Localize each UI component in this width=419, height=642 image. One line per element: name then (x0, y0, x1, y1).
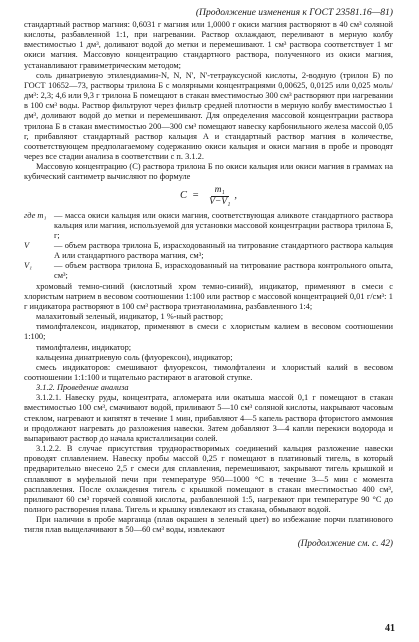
definition-text: — объем раствора трилона Б, израсходованный на титрование стандартного раствора кальция А или стандартного раствора магния, см³; (54, 240, 393, 261)
paragraph: тимолфталеин, индикатор; (36, 342, 132, 352)
definition-text: — объем раствора трилона Б, израсходованный на титрование раствора контрольного опыта, см³; (54, 261, 393, 281)
definition-symbol: V₁ (24, 261, 33, 271)
definition-row (24, 241, 393, 261)
paragraph: тимолфталексон, индикатор, применяют в смеси с хлористым калием в весовом соотношении 1:100; (24, 322, 393, 342)
definition-row (24, 261, 393, 281)
body-text (24, 20, 393, 549)
formula-lhs: C (179, 190, 187, 202)
formula-definitions (24, 211, 393, 282)
paragraph: малахитовый зеленый, индикатор, 1 %-ный раствор; (36, 312, 224, 322)
definition-text: — масса окиси кальция или окиси магния, соответствующая аликвоте стандартного раствора кальция или магния, используемой для установки массовой концентрации раствора трилона Б, г; (54, 210, 393, 240)
page-number: 41 (385, 623, 395, 634)
formula (24, 183, 393, 211)
definition-row (24, 211, 393, 241)
paragraph: смесь индикаторов: смешивают флуорексон, тимолфталеин и хлористый калий в весовом соотношении 1:1:100 и тщательно растирают в агатовой ступке. (24, 362, 393, 382)
paragraph: 3.1.2. Проведение анализа (36, 383, 129, 393)
paragraph: стандартный раствор магния: 0,6031 г магния или 1,0000 г окиси магния растворяют в 40 см³ соляной кислоты, разбавленной 1:1, при нагревании. Раствор охлаждают, переливают в мерную колбу вместимостью 1 дм³, доливают водой до метки и перемешивают. 1 см³ раствора соответствует 1 мг окиси магния. Массовую концентрацию стандартного раствора, полученного из окиси магния, устанавливают гравиметрическим методом; (24, 20, 393, 70)
paragraph: 3.1.2.1. Навеску руды, концентрата, агломерата или окатыша массой 0,1 г помещают в стакан вместимостью 100 см³, смачивают водой, приливают 5—10 см³ соляной кислоты, накрывают часовым стеклом, нагревают и кипятят в течение 1 мин, прибавляют 4—5 капель раствора фтористого аммония и продолжают нагревать до разложения навески. Затем добавляют 3—4 капли перекиси водорода и выпаривают раствор до начала кристаллизации солей. (24, 393, 393, 443)
bottom-paragraphs (24, 282, 393, 536)
paragraph: При наличии в пробе марганца (плав окрашен в зеленый цвет) во избежание порчи платинового тигля плав выщелачивают в 50—60 см³ воды, извлекают (24, 515, 393, 535)
paragraph: соль динатриевую этилендиамин-N, N, N', N'-тетрауксусной кислоты, 2-водную (трилон Б) по ГОСТ 10652—73, растворы трилона Б с молярными концентрациями 0,00625, 0,0125 или 0,025 моль/дм³: 2,3; 4,6 или 9,3 г трилона Б помещают в стакан вместимостью 300 см³ растворяют при нагревании в 100 см³ воды. Раствор фильтруют через фильтр средней плотности в мерную колбу вместимостью 1 дм³, доливают водой до метки и перемешивают. Для определения массовой концентрации раствора трилона Б в стакан вместимостью 200—300 см³ помещают навеску карбонильного железа массой 0,05 г, прибавляют стандартный раствор кальция А и стандартный раствор магния в количестве, соответствующем предполагаемому содержанию окиси кальция и окиси магния в пробе и проводят через все стадии анализа в соответствии с п. 3.1.2. (24, 70, 393, 162)
formula-fraction (205, 185, 234, 208)
continuation-note: (Продолжение см. с. 42) (297, 537, 393, 548)
formula-denominator: V−V₁ (209, 197, 231, 207)
definition-symbol: V (24, 240, 30, 250)
formula-numerator: m₁ (211, 185, 229, 197)
top-paragraphs (24, 20, 393, 183)
paragraph: 3.1.2.2. В случае присутствия труднорастворимых соединений кальция разложение навески проводят сплавлением. Навеску пробы массой 0,25 г помещают в платиновый тигель, в который предварительно внесено 2,5 г смеси для сплавления, перемешивают, закрывают тигель крышкой и сплавляют в муфельной печи при температуре 950—1000 °С в течение 3—5 мин с момента расплавления. После охлаждения тигель с крышкой помещают в стакан вместимостью 400 см³, приливают 60 см³ горячей соляной кислоты, разбавленной 1:5, нагревают при температуре 90 °С до полного растворения плава. Тигель и крышку извлекают из стакана, обмывают водой. (24, 444, 393, 515)
paragraph: хромовый темно-синий (кислотный хром темно-синий), индикатор, применяют в смеси с хлористым натрием в весовом соотношении 1:100 или раствор с массовой концентрацией 0,01 г/см³: 1 г индикатора растворяют в 100 см³ раствора триэтаноламина, разбавленного 1:4; (24, 281, 393, 311)
formula-tail: , (234, 190, 238, 202)
paragraph: Массовую концентрацию (С) раствора трилона Б по окиси кальция или окиси магния в граммах на кубический сантиметр вычисляют по формуле (24, 162, 393, 182)
page-header: (Продолжение изменения к ГОСТ 23581.16—81) (195, 7, 393, 18)
definition-symbol: где m₁ (24, 210, 47, 220)
paragraph: кальцеина динатриевую соль (флуорексон), индикатор; (36, 352, 233, 362)
formula-equals: = (191, 190, 200, 202)
